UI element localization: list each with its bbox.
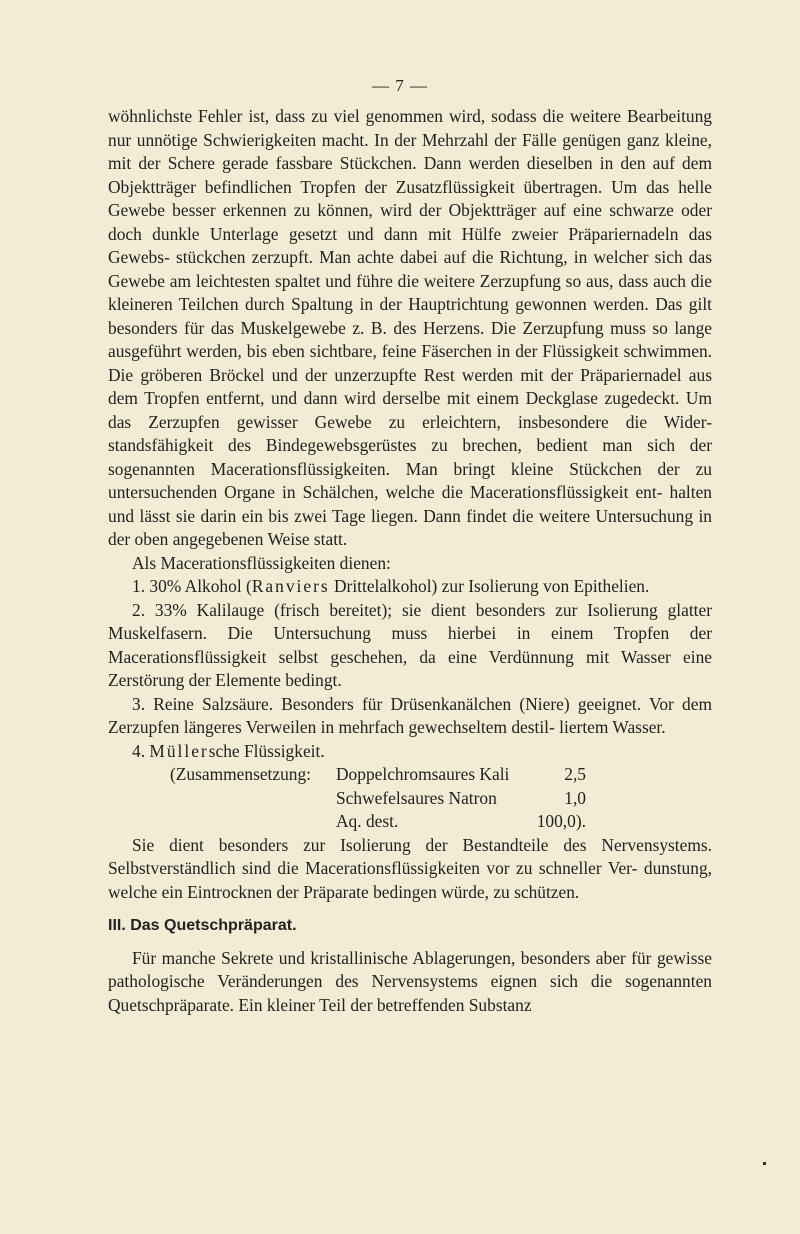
list-item-4 xyxy=(108,740,712,764)
composition-row xyxy=(170,787,590,811)
paragraph-1: wöhnlichste Fehler ist, dass zu viel genommen wird, sodass die weitere Bearbeitung nur unnötige Schwierigkeiten macht. In der Mehrzahl der Fälle genügen ganz kleine, mit der Schere gerade fassbare Stückchen. Dann werden dieselben in den auf dem Objektträger befindlichen Tropfen der Zusatzflüssigkeit übertragen. Um das helle Gewebe besser erkennen zu können, wird der Objektträger auf eine schwarze oder doch dunkle Unterlage gesetzt und dann mit Hülfe zweier Präpariernadeln das Gewebs- stückchen zerzupft. Man achte dabei auf die Richtung, in welcher sich das Gewebe am leichtesten spaltet und führe die weitere Zerzupfung so aus, dass auch die kleineren Teilchen durch Spaltung in der Hauptrichtung gewonnen werden. Das gilt besonders für das Muskelgewebe z. B. des Herzens. Die Zerzupfung muss so lange ausgeführt werden, bis eben sichtbare, feine Fäserchen in der Flüssigkeit schwimmen. Die gröberen Bröckel und der unzerzupfte Rest werden mit der Präpariernadel aus dem Tropfen entfernt, und dann wird derselbe mit einem Deckglase zugedeckt. Um das Zerzupfen gewisser Gewebe zu erleichtern, insbesondere die Wider- standsfähigkeit des Bindegewebsgerüstes zu brechen, bedient man sich der sogenannten Macerationsflüssigkeiten. Man bringt kleine Stückchen der zu untersuchenden Organe in Schälchen, welche die Macerationsflüssigkeit ent- halten und lässt sie darin ein bis zwei Tage liegen. Dann findet die weitere Untersuchung in der oben angegebenen Weise statt. xyxy=(108,106,712,549)
list-item-1-post: Drittelalkohol) zur Isolierung von Epithelien. xyxy=(329,576,650,596)
paragraph-after-list: Sie dient besonders zur Isolierung der Bestandteile des Nervensystems. Selbstverständlich sind die Macerationsflüssigkeiten vor zu schneller Ver- dunstung, welche ein Eintrocknen der Präparate bedingen würde, zu schützen. xyxy=(108,834,712,902)
composition-prefix: (Zusammensetzung: xyxy=(170,764,312,784)
list-item-3: 3. Reine Salzsäure. Besonders für Drüsenkanälchen (Niere) geeignet. Vor dem Zerzupfen längeres Verweilen in mehrfach gewechseltem destil- liertem Wasser. xyxy=(108,693,712,737)
list-item-4-pre: 4. xyxy=(132,740,150,761)
ink-speck xyxy=(763,1162,766,1165)
list-item-1-pre: 1. 30% Alkohol ( xyxy=(132,576,252,596)
composition-ingredient: Aq. dest. xyxy=(336,811,399,831)
list-item-1 xyxy=(108,575,712,599)
composition-amount: 2,5 xyxy=(564,764,586,784)
composition-table xyxy=(170,763,590,834)
composition-ingredient: Doppelchromsaures Kali xyxy=(336,764,510,784)
section-heading: III. Das Quetschpräparat. xyxy=(108,917,297,934)
composition-amount: 1,0 xyxy=(564,787,586,808)
composition-row xyxy=(170,810,590,834)
paragraph-maceration-intro: Als Macerationsflüssigkeiten dienen: xyxy=(132,552,391,573)
author-name-mueller: Müller xyxy=(149,740,209,761)
author-name-ranvier: Ranviers xyxy=(251,576,330,596)
composition-row xyxy=(170,763,590,787)
page-number: — 7 — xyxy=(372,76,428,95)
composition-amount: 100,0). xyxy=(536,811,586,831)
body-text xyxy=(108,105,712,1017)
list-item-2: 2. 33% Kalilauge (frisch bereitet); sie dient besonders zur Isolierung glatter Muskelfasern. Die Untersuchung muss hierbei in einem Tropfen der Macerationsflüssigkeit selbst geschehen, da eine Verdünnung mit Wasser eine Zerstörung der Elemente bedingt. xyxy=(108,599,712,690)
list-item-4-post: sche Flüssigkeit. xyxy=(208,740,325,761)
paragraph-last: Für manche Sekrete und kristallinische Ablagerungen, besonders aber für gewisse pathologische Veränderungen des Nervensystems eignen sich die sogenannten Quetschpräparate. Ein kleiner Teil der betreffenden Substanz xyxy=(108,947,712,1015)
composition-ingredient: Schwefelsaures Natron xyxy=(336,787,497,808)
